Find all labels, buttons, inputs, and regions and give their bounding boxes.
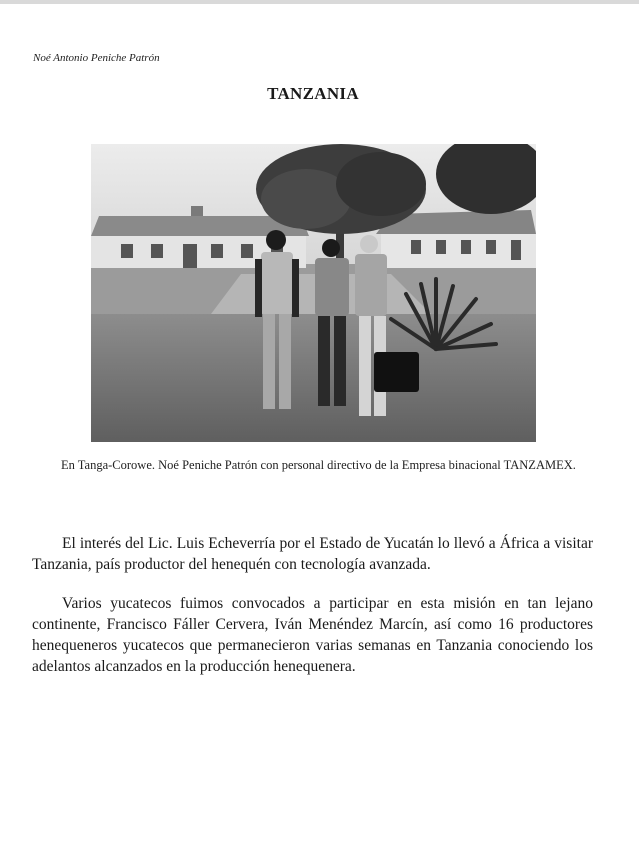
paragraph-1-text: El interés del Lic. Luis Echeverría por el Estado de Yucatán lo llevó a África a visitar Tanzania, país productor del henequén con tecnología avanzada. [32,535,593,573]
page-title: TANZANIA [267,84,359,103]
paragraph-1 [32,533,593,575]
figure-photo [91,144,536,442]
top-border [0,0,639,4]
paragraph-2 [32,593,593,677]
running-header-author: Noé Antonio Peniche Patrón [33,52,160,64]
paragraph-2-text: Varios yucatecos fuimos convocados a participar en esta misión en tan lejano continente, Francisco Fáller Cervera, Iván Menéndez Marcín, así como 16 productores henequeneros yucatecos que permanecieron varias semanas en Tanzania conociendo los adelantos alcanzados en la producción henequenera. [32,595,593,675]
figure-caption: En Tanga-Corowe. Noé Peniche Patrón con personal directivo de la Empresa binacional TANZAMEX. [61,458,576,472]
